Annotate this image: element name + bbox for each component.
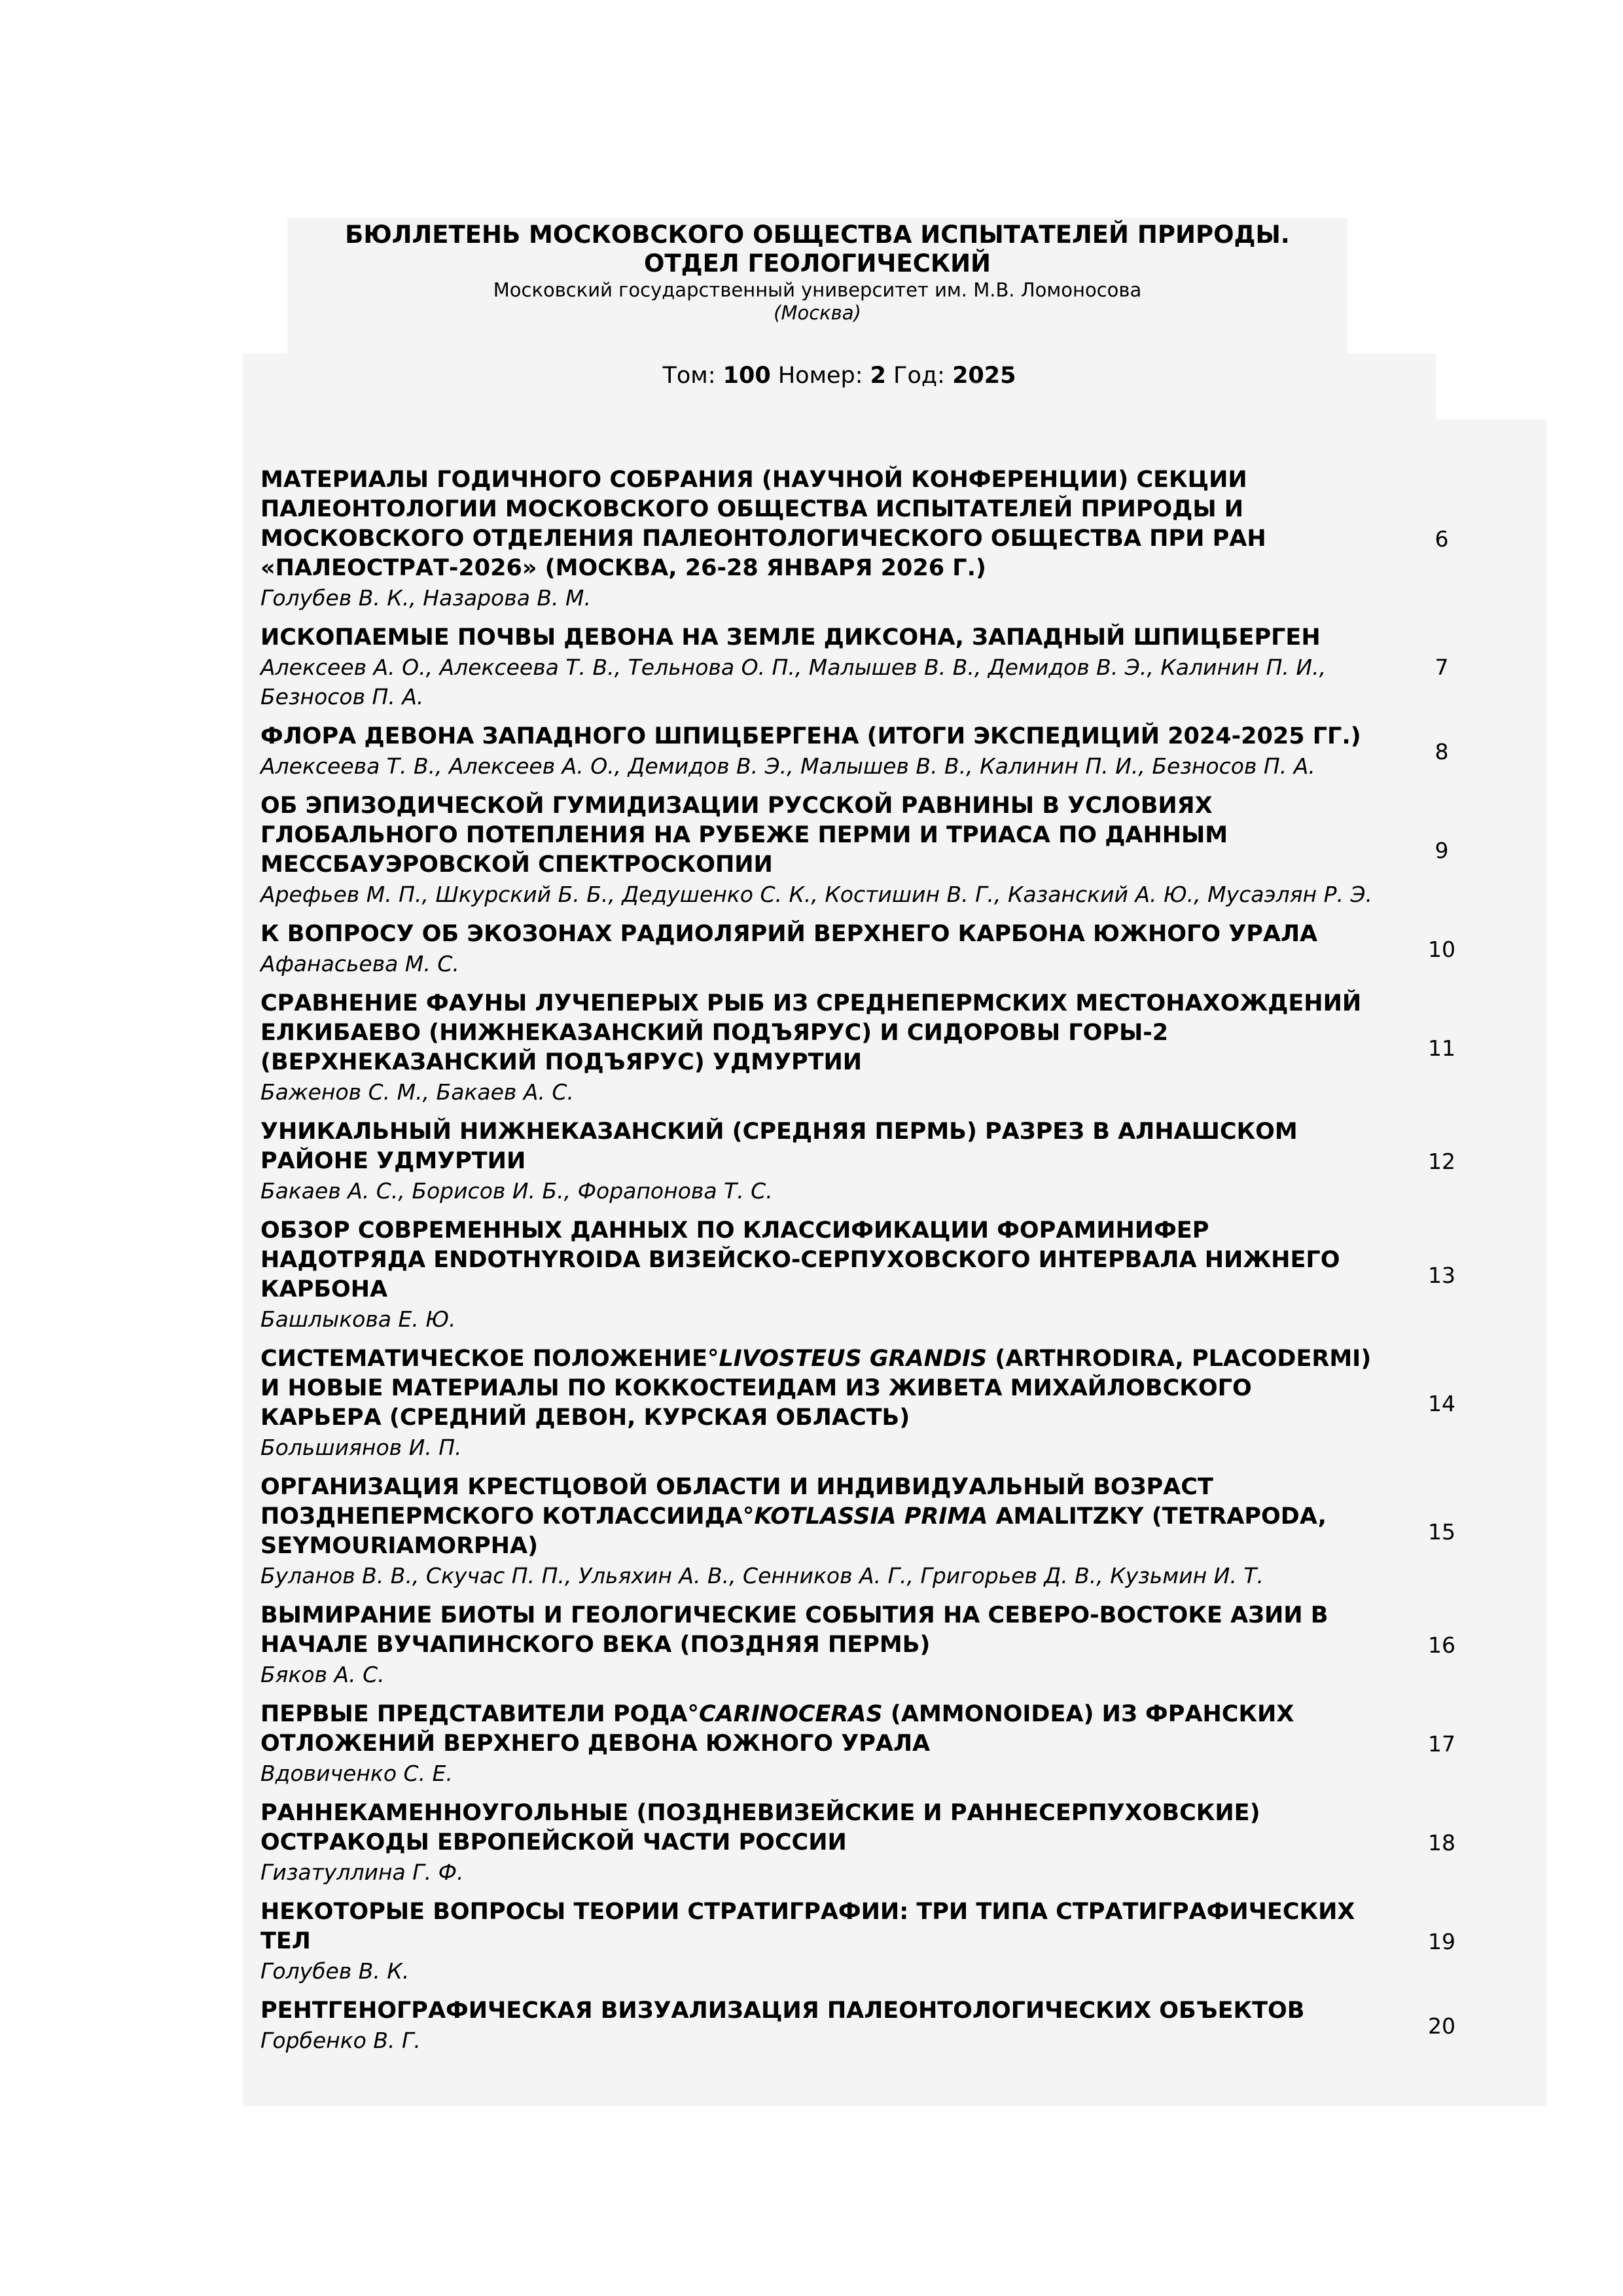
article-authors: Башлыкова Е. Ю. [260,1306,456,1332]
toc-entry [260,1700,1546,1788]
entry-text [260,623,1373,711]
contents-list [260,465,1546,2066]
publisher: Московский государственный университет им. М.В. Ломоносова [493,279,1142,301]
article-authors: Алексеева Т. В., Алексеев А. О., Демидов В. Э., Малышев В. В., Калинин П. И., Безносов П. А. [260,753,1315,779]
article-authors: Голубев В. К. [260,1958,410,1984]
page-number: 15 [1428,1518,1455,1545]
article-authors: Большиянов И. П. [260,1435,462,1460]
toc-entry [260,1344,1546,1462]
article-title-text: СРАВНЕНИЕ ФАУНЫ ЛУЧЕПЕРЫХ РЫБ ИЗ СРЕДНЕПЕРМСКИХ МЕСТОНАХОЖДЕНИЙ ЕЛКИБАЕВО (НИЖНЕКАЗАНСКИЙ ПОДЪЯРУС) И СИДОРОВЫ ГОРЫ-2 (ВЕРХНЕКАЗАНСКИЙ ПОДЪЯРУС) УДМУРТИИ [260,990,1362,1075]
toc-entry [260,1897,1546,1986]
article-title[interactable] [260,989,1373,1077]
toc-entry [260,1996,1546,2055]
entry-text [260,791,1373,909]
article-title-text: ОБ ЭПИЗОДИЧЕСКОЙ ГУМИДИЗАЦИИ РУССКОЙ РАВНИНЫ В УСЛОВИЯХ ГЛОБАЛЬНОГО ПОТЕПЛЕНИЯ НА РУБЕЖЕ ПЕРМИ И ТРИАСА ПО ДАННЫМ МЕССБАУЭРОВСКОЙ СПЕКТРОСКОПИИ [260,793,1228,878]
article-authors: Буланов В. В., Скучас П. П., Ульяхин А. В., Сенников А. Г., Григорьев Д. В., Кузьмин И. Т. [260,1563,1264,1588]
page-number: 14 [1428,1390,1455,1416]
journal-title-line1: БЮЛЛЕТЕНЬ МОСКОВСКОГО ОБЩЕСТВА ИСПЫТАТЕЛЕЙ ПРИРОДЫ. [345,221,1290,249]
page-number: 18 [1428,1830,1455,1856]
article-title-text: МАТЕРИАЛЫ ГОДИЧНОГО СОБРАНИЯ (НАУЧНОЙ КОНФЕРЕНЦИИ) СЕКЦИИ ПАЛЕОНТОЛОГИИ МОСКОВСКОГО ОБЩЕСТВА ИСПЫТАТЕЛЕЙ ПРИРОДЫ И МОСКОВСКОГО ОТДЕЛЕНИЯ ПАЛЕОНТОЛОГИЧЕСКОГО ОБЩЕСТВА ПРИ РАН «ПАЛЕОСТРАТ-2026» (МОСКВА, 26-28 ЯНВАРЯ 2026 Г.) [260,467,1266,581]
article-title-text: К ВОПРОСУ ОБ ЭКОЗОНАХ РАДИОЛЯРИЙ ВЕРХНЕГО КАРБОНА ЮЖНОГО УРАЛА [260,921,1318,947]
entry-text [260,465,1373,613]
article-title[interactable] [260,1700,1373,1759]
article-title-rest: AMALITZKY (TETRAPODA, SEYMOURIAMORPHA) [260,1503,1327,1559]
toc-entry [260,989,1546,1107]
article-authors: Баженов С. М., Бакаев А. С. [260,1079,574,1105]
toc-entry [260,1117,1546,1206]
article-authors: Бяков А. С. [260,1662,385,1687]
page-number: 7 [1435,655,1449,680]
article-authors: Горбенко В. Г. [260,2028,421,2053]
article-authors: Афанасьева М. С. [260,951,459,977]
toc-entry [260,722,1546,781]
page-number: 17 [1428,1731,1455,1757]
article-authors: Гизатуллина Г. Ф. [260,1859,464,1885]
article-title[interactable] [260,722,1373,751]
article-title-text: ОРГАНИЗАЦИЯ КРЕСТЦОВОЙ ОБЛАСТИ И ИНДИВИДУАЛЬНЫЙ ВОЗРАСТ ПОЗДНЕПЕРМСКОГО КОТЛАССИИДА° [260,1474,1213,1530]
volume-label: Том: [662,363,716,389]
article-title-text: НЕКОТОРЫЕ ВОПРОСЫ ТЕОРИИ СТРАТИГРАФИИ: ТРИ ТИПА СТРАТИГРАФИЧЕСКИХ ТЕЛ [260,1899,1355,1954]
toc-entry [260,465,1546,613]
page-number: 19 [1428,1929,1455,1954]
article-title-text: УНИКАЛЬНЫЙ НИЖНЕКАЗАНСКИЙ (СРЕДНЯЯ ПЕРМЬ) РАЗРЕЗ В АЛНАШСКОМ РАЙОНЕ УДМУРТИИ [260,1119,1298,1174]
issue-info [243,353,1436,420]
article-title-text: РЕНТГЕНОГРАФИЧЕСКАЯ ВИЗУАЛИЗАЦИЯ ПАЛЕОНТОЛОГИЧЕСКИХ ОБЪЕКТОВ [260,1998,1305,2024]
article-authors: Вдовиченко С. Е. [260,1761,453,1786]
year-label: Год: [893,363,945,389]
article-title-taxon: CARINOCERAS [699,1701,883,1727]
article-authors: Арефьев М. П., Шкурский Б. Б., Дедушенко С. К., Костишин В. Г., Казанский А. Ю., Мусаэлян Р. Э. [260,882,1373,907]
toc-entry [260,920,1546,978]
volume-value: 100 [722,363,771,389]
article-title[interactable] [260,1601,1373,1660]
entry-text [260,1344,1373,1462]
article-title-taxon: LIVOSTEUS GRANDIS [719,1346,988,1372]
entry-text [260,1799,1373,1887]
article-title[interactable] [260,623,1373,653]
article-title-text: ПЕРВЫЕ ПРЕДСТАВИТЕЛИ РОДА° [260,1701,700,1727]
article-title-text: ИСКОПАЕМЫЕ ПОЧВЫ ДЕВОНА НА ЗЕМЛЕ ДИКСОНА, ЗАПАДНЫЙ ШПИЦБЕРГЕН [260,624,1321,651]
entry-text [260,1897,1373,1986]
toc-entry [260,1799,1546,1887]
article-title[interactable] [260,1897,1373,1956]
toc-entry [260,1473,1546,1590]
article-title[interactable] [260,1216,1373,1304]
article-title-rest: (AMMONOIDEA) ИЗ ФРАНСКИХ ОТЛОЖЕНИЙ ВЕРХНЕГО ДЕВОНА ЮЖНОГО УРАЛА [260,1701,1294,1757]
article-title-text: СИСТЕМАТИЧЕСКОЕ ПОЛОЖЕНИЕ° [260,1346,719,1372]
entry-text [260,989,1373,1107]
article-authors: Алексеев А. О., Алексеева Т. В., Тельнова О. П., Малышев В. В., Демидов В. Э., Калинин П. И., Безносов П. А. [260,655,1327,709]
article-title[interactable] [260,791,1373,880]
page-number: 12 [1428,1149,1455,1174]
toc-entry [260,623,1546,711]
entry-text [260,1473,1373,1590]
page-number: 20 [1428,2013,1455,2039]
entry-text [260,1216,1373,1334]
article-authors: Бакаев А. С., Борисов И. Б., Форапонова Т. С. [260,1178,773,1204]
page-number: 13 [1428,1262,1455,1288]
page-number: 10 [1428,936,1455,962]
toc-entry [260,791,1546,909]
article-title[interactable] [260,920,1373,949]
page-number: 6 [1435,526,1449,552]
entry-text [260,1601,1373,1689]
article-title-taxon: KOTLASSIA PRIMA [754,1503,988,1530]
article-title[interactable] [260,1996,1373,2026]
city: (Москва) [774,302,861,324]
page-number: 11 [1428,1035,1455,1061]
article-title-text: ВЫМИРАНИЕ БИОТЫ И ГЕОЛОГИЧЕСКИЕ СОБЫТИЯ НА СЕВЕРО-ВОСТОКЕ АЗИИ В НАЧАЛЕ ВУЧАПИНСКОГО ВЕКА (ПОЗДНЯЯ ПЕРМЬ) [260,1602,1329,1658]
article-title-text: ОБЗОР СОВРЕМЕННЫХ ДАННЫХ ПО КЛАССИФИКАЦИИ ФОРАМИНИФЕР НАДОТРЯДА ENDOTHYROIDA ВИЗЕЙСКО-СЕРПУХОВСКОГО ИНТЕРВАЛА НИЖНЕГО КАРБОНА [260,1217,1340,1302]
page-number: 16 [1428,1632,1455,1658]
entry-text [260,1117,1373,1206]
issue-value: 2 [870,363,887,389]
toc-entry [260,1216,1546,1334]
page-number: 9 [1435,837,1449,863]
article-title[interactable] [260,1799,1373,1857]
toc-entry [260,1601,1546,1689]
article-title[interactable] [260,1117,1373,1176]
entry-text [260,920,1373,978]
page-number: 8 [1435,738,1449,764]
year-value: 2025 [952,363,1016,389]
article-authors: Голубев В. К., Назарова В. М. [260,585,591,611]
issue-label: Номер: [777,363,863,389]
entry-text [260,1996,1373,2055]
journal-title-line2: ОТДЕЛ ГЕОЛОГИЧЕСКИЙ [643,249,991,278]
article-title[interactable] [260,1344,1373,1433]
article-title[interactable] [260,465,1373,583]
journal-header [287,218,1347,353]
article-title[interactable] [260,1473,1373,1561]
article-title-rest: (ARTHRODIRA, PLACODERMI) И НОВЫЕ МАТЕРИАЛЫ ПО КОККОСТЕИДАМ ИЗ ЖИВЕТА МИХАЙЛОВСКОГО КАРЬЕРА (СРЕДНИЙ ДЕВОН, КУРСКАЯ ОБЛАСТЬ) [260,1346,1372,1431]
article-title-text: ФЛОРА ДЕВОНА ЗАПАДНОГО ШПИЦБЕРГЕНА (ИТОГИ ЭКСПЕДИЦИЙ 2024-2025 ГГ.) [260,723,1361,749]
article-title-text: РАННЕКАМЕННОУГОЛЬНЫЕ (ПОЗДНЕВИЗЕЙСКИЕ И РАННЕСЕРПУХОВСКИЕ) ОСТРАКОДЫ ЕВРОПЕЙСКОЙ ЧАСТИ РОССИИ [260,1800,1260,1856]
entry-text [260,722,1373,781]
entry-text [260,1700,1373,1788]
